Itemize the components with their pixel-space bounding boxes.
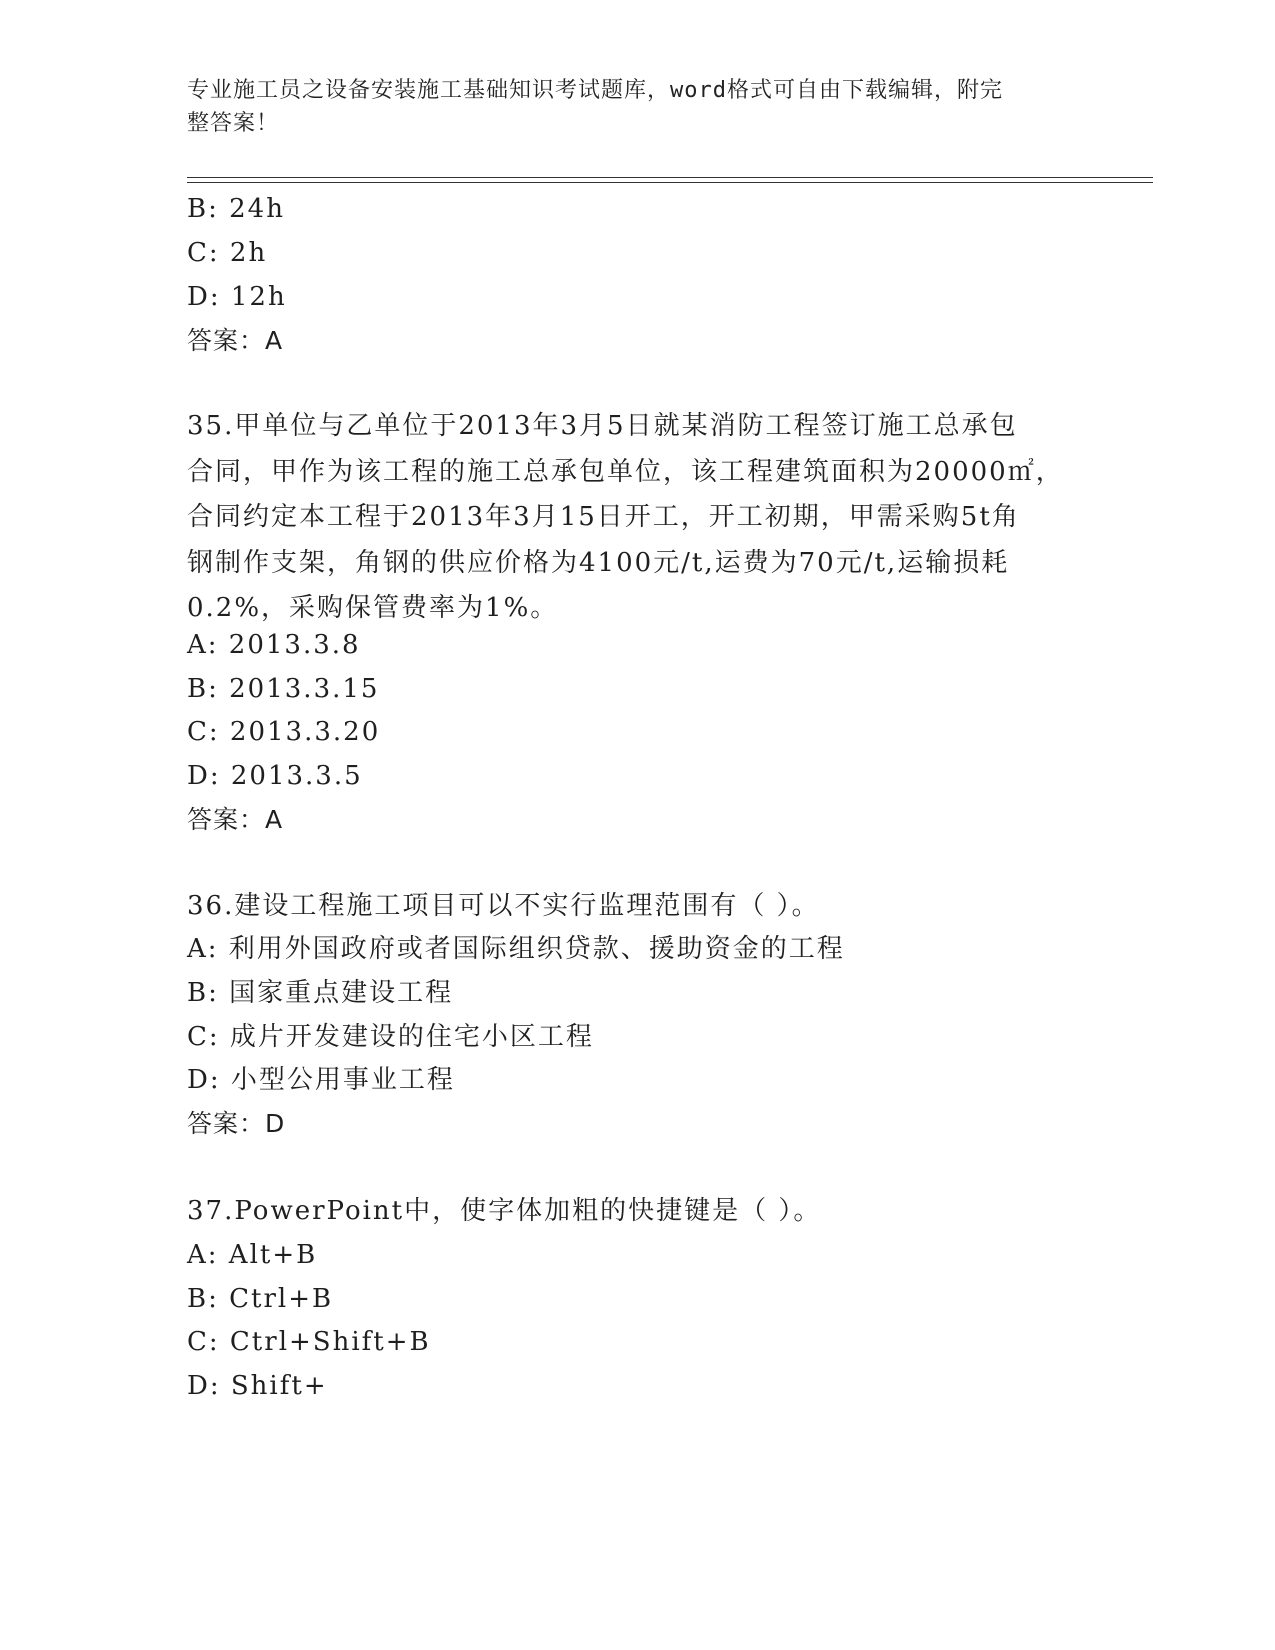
question-37-option-c: C: Ctrl+Shift+B xyxy=(187,1327,431,1357)
question-35-option-a: A: 2013.3.8 xyxy=(187,630,361,660)
header-divider-top xyxy=(187,177,1153,178)
question-35-option-b: B: 2013.3.15 xyxy=(187,674,380,704)
question-37-stem: 37.PowerPoint中，使字体加粗的快捷键是（ ）。 xyxy=(187,1196,822,1226)
question-35-option-c: C: 2013.3.20 xyxy=(187,717,381,747)
question-35-answer: 答案：A xyxy=(187,805,284,834)
question-36-option-d: D: 小型公用事业工程 xyxy=(187,1065,455,1095)
question-37-option-a: A: Alt+B xyxy=(187,1240,318,1270)
question-35-line-5: 0.2%，采购保管费率为1%。 xyxy=(187,593,559,623)
prev-answer: 答案：A xyxy=(187,326,284,355)
question-35-stem xyxy=(187,404,1067,632)
header-line-1: 专业施工员之设备安装施工基础知识考试题库，word格式可自由下载编辑，附完 xyxy=(187,78,1003,103)
question-35-option-d: D: 2013.3.5 xyxy=(187,761,363,791)
question-37-option-b: B: Ctrl+B xyxy=(187,1284,334,1314)
question-37-option-d: D: Shift+ xyxy=(187,1371,328,1401)
document-header xyxy=(187,74,1067,140)
header-divider-bottom xyxy=(187,182,1153,183)
question-35-line-2: 合同，甲作为该工程的施工总承包单位，该工程建筑面积为20000㎡， xyxy=(187,456,1064,487)
question-36-option-a: A: 利用外国政府或者国际组织贷款、援助资金的工程 xyxy=(187,934,845,964)
question-36-option-b: B: 国家重点建设工程 xyxy=(187,978,454,1008)
question-35-line-1: 35.甲单位与乙单位于2013年3月5日就某消防工程签订施工总承包 xyxy=(187,411,1018,441)
question-35-line-4: 钢制作支架，角钢的供应价格为4100元/t,运费为70元/t,运输损耗 xyxy=(187,547,1010,578)
question-36-answer: 答案：D xyxy=(187,1109,286,1138)
prev-option-c: C: 2h xyxy=(187,238,268,268)
prev-option-b: B: 24h xyxy=(187,194,285,224)
header-line-2: 整答案！ xyxy=(187,111,280,136)
prev-option-d: D: 12h xyxy=(187,282,287,312)
question-35-line-3: 合同约定本工程于2013年3月15日开工，开工初期，甲需采购5t角 xyxy=(187,502,1020,532)
question-36-stem: 36.建设工程施工项目可以不实行监理范围有（ ）。 xyxy=(187,891,820,921)
question-36-option-c: C: 成片开发建设的住宅小区工程 xyxy=(187,1022,594,1052)
